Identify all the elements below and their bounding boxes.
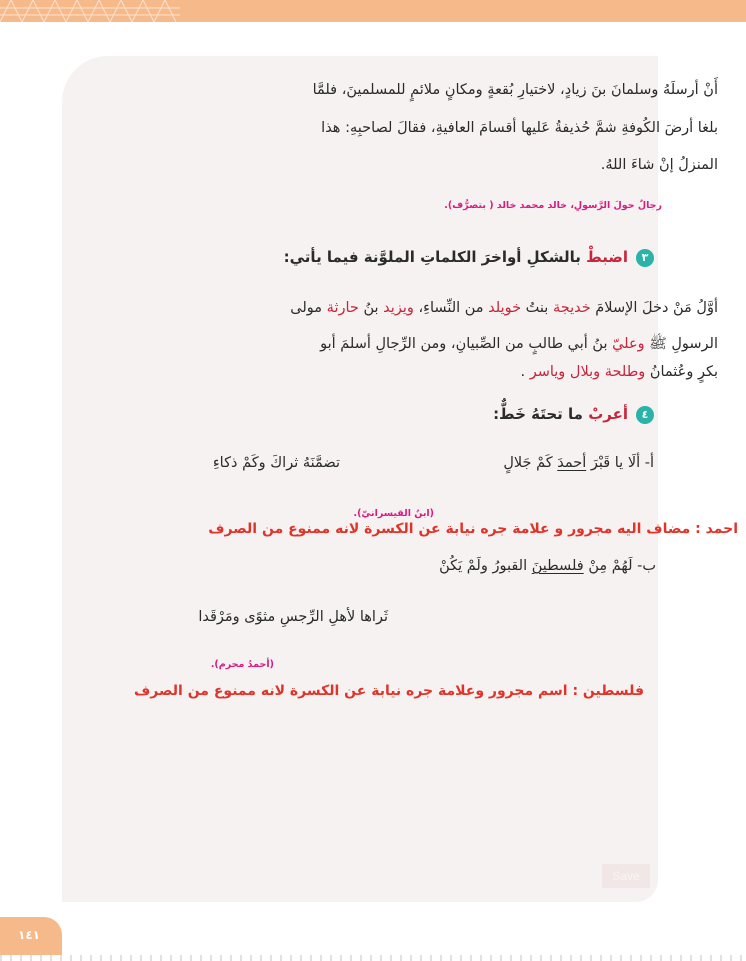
item-label: أ- xyxy=(640,455,654,471)
q3-line-3 xyxy=(520,354,718,390)
text-segment: بنُ xyxy=(358,300,384,316)
text-segment: ألَا يا قَبْرَ xyxy=(586,455,641,471)
verse-b-first-hemistich xyxy=(439,555,656,577)
question-text: ما تحتَهُ خَطٌّ: xyxy=(493,405,583,423)
text-segment: من النِّساءِ، xyxy=(413,300,489,316)
passage-line-2: بلغا أرضَ الكُوفةِ شمَّ حُذيفةُ عَليها أقسامَ العافيةِ، فقالَ لصاحبِهِ: هذا xyxy=(321,120,718,136)
verse-a-second-hemistich: تضمَّنَهُ ثراكَ وكَمْ ذكاءِ xyxy=(212,455,340,471)
colored-word: وعليّ xyxy=(612,336,645,352)
answer-b: فلسطين : اسم مجرور وعلامة جره نيابة عن الكسرة لانه ممنوع من الصرف xyxy=(134,683,644,699)
passage-line-3: المنزلُ إنْ شاءَ اللهُ. xyxy=(600,157,718,173)
save-button[interactable]: Save xyxy=(602,864,650,888)
text-segment: أوَّلُ مَنْ دخلَ الإسلامَ xyxy=(590,300,718,316)
text-segment: بكرٍ وعُثمانُ xyxy=(645,364,718,380)
question-3-heading xyxy=(284,248,654,267)
question-4-heading xyxy=(493,405,654,424)
passage-line-1: أَنْ أرسلَهُ وسلمانَ بنَ زيادٍ، لاختيارِ بُقعةٍ ومكانٍ ملائمٍ للمسلمينَ، فلمَّا xyxy=(312,82,718,98)
verse-a-first-hemistich xyxy=(503,452,654,474)
text-segment: الرسولِ ﷺ xyxy=(644,336,718,352)
verse-a-source: (ابنُ القيسرانيّ). xyxy=(353,508,434,519)
page-number: ١٤١ xyxy=(18,928,40,942)
top-decorative-band xyxy=(0,0,746,22)
underlined-word: فلسطينَ xyxy=(531,558,584,574)
text-segment: لَهُمْ مِنْ xyxy=(583,558,633,574)
q3-line-1 xyxy=(290,290,718,326)
question-number-badge: ٣ xyxy=(636,249,654,267)
answer-a: احمد : مضاف اليه مجرور و علامة جره نيابة عن الكسرة لانه ممنوع من الصرف xyxy=(208,521,738,537)
underlined-word: أحمدَ xyxy=(557,455,587,471)
colored-word: حارثة xyxy=(326,300,359,316)
colored-word: خديجة xyxy=(552,300,591,316)
page-card xyxy=(62,56,658,902)
colored-word: ويزيد xyxy=(383,300,414,316)
question-number-badge: ٤ xyxy=(636,406,654,424)
question-verb: أعربْ xyxy=(588,405,628,423)
verse-b-source: (أحمدُ محرم). xyxy=(210,659,274,670)
text-segment: بنتُ xyxy=(521,300,553,316)
question-text: بالشكلِ أواخرَ الكلماتِ الملوَّنة فيما يأتي: xyxy=(283,248,581,266)
pattern-icon xyxy=(0,0,180,22)
bottom-decorative-rule xyxy=(0,955,746,961)
question-verb: اضبطْ xyxy=(586,248,628,266)
colored-word: وطلحة xyxy=(604,364,646,380)
verse-b-second-hemistich: ثَراها لأهلِ الرِّجسِ مثوًى ومَرْقَدا xyxy=(198,609,388,625)
item-label: ب- xyxy=(632,558,656,574)
text-segment: كَمْ جَلالٍ xyxy=(503,455,558,471)
text-segment: مولى xyxy=(290,300,327,316)
passage-source: رجالٌ حولَ الرَّسولِ، خالد محمد خالد ( بتصرُّف). xyxy=(444,200,662,211)
colored-word: وبلال xyxy=(569,364,601,380)
colored-word: وياسر xyxy=(529,364,566,380)
colored-word: خويلد xyxy=(488,300,522,316)
text-segment: بنُ أبي طالبٍ من الصِّبيانِ، ومن الرِّجالِ أسلمَ أبو xyxy=(320,336,613,352)
text-segment: القبورُ ولَمْ يَكُنْ xyxy=(439,558,532,574)
text-segment: . xyxy=(520,364,530,380)
